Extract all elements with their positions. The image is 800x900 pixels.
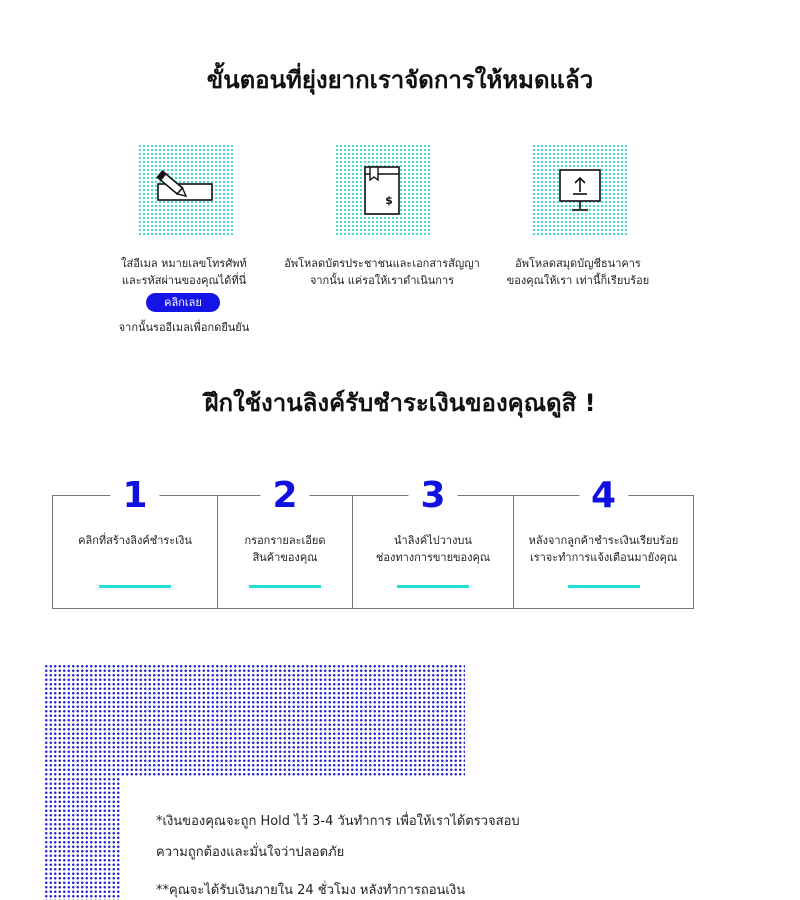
note-hold-line-1: *เงินของคุณจะถูก Hold ไว้ 3-4 วันทำการ เพื่อให้เราได้ตรวจสอบ xyxy=(156,814,520,829)
practice-step-4 xyxy=(513,475,694,609)
practice-step-2-line-2: สินค้าของคุณ xyxy=(252,551,318,564)
practice-step-1-label xyxy=(53,532,217,549)
practice-step-4-label xyxy=(514,532,693,566)
note-payout: **คุณจะได้รับเงินภายใน 24 ชั่วโมง หลังทำการถอนเงิน xyxy=(156,883,466,898)
step-illustration-3 xyxy=(532,144,627,236)
practice-step-3 xyxy=(352,475,514,609)
practice-step-3-line-1: นำลิงค์ไปวางบน xyxy=(394,534,472,547)
section-title-setup: ขั้นตอนที่ยุ่งยากเราจัดการให้หมดแล้ว xyxy=(206,66,594,94)
step-illustration-2 xyxy=(335,144,430,236)
setup-step-2-line-2: จากนั้น แค่รอให้เราดำเนินการ xyxy=(309,274,455,287)
section-title-practice: ฝึกใช้งานลิงค์รับชำระเงินของคุณดูสิ ! xyxy=(204,389,596,417)
practice-step-3-label xyxy=(353,532,513,566)
practice-step-2-line-1: กรอกรายละเอียด xyxy=(244,534,326,547)
setup-step-1-after-text: จากนั้นรออีเมลเพื่อกดยืนยัน xyxy=(118,321,250,334)
practice-step-2-label xyxy=(218,532,352,566)
step-number-4: 4 xyxy=(579,476,628,516)
practice-steps xyxy=(52,475,694,609)
upload-monitor-icon xyxy=(532,144,627,236)
step-number-2: 2 xyxy=(260,476,309,516)
setup-step-3-line-2: ของคุณให้เรา เท่านี้ก็เรียบร้อย xyxy=(506,274,650,287)
step-underline-3 xyxy=(397,585,469,588)
document-dollar-icon xyxy=(335,144,430,236)
practice-step-2 xyxy=(217,475,353,609)
practice-step-4-line-1: หลังจากลูกค้าชำระเงินเรียบร้อย xyxy=(528,534,679,547)
step-underline-1 xyxy=(99,585,171,588)
note-hold-line-2: ความถูกต้องและมั่นใจว่าปลอดภัย xyxy=(156,845,345,860)
setup-step-1-line-1: ใส่อีเมล หมายเลขโทรศัพท์ xyxy=(121,257,247,270)
practice-step-1 xyxy=(52,475,218,609)
step-number-1: 1 xyxy=(110,476,159,516)
step-underline-4 xyxy=(568,585,640,588)
practice-step-1-line-1: คลิกที่สร้างลิงค์ชำระเงิน xyxy=(78,534,192,547)
dotted-pattern-top xyxy=(44,664,465,777)
click-here-button[interactable]: คลิกเลย xyxy=(146,293,220,312)
step-underline-2 xyxy=(249,585,321,588)
pencil-card-icon xyxy=(138,144,233,236)
dotted-pattern-left xyxy=(44,777,121,900)
step-number-3: 3 xyxy=(408,476,457,516)
setup-step-3-line-1: อัพโหลดสมุดบัญชีธนาคาร xyxy=(515,257,641,270)
practice-step-3-line-2: ช่องทางการขายของคุณ xyxy=(375,551,491,564)
setup-step-3-text xyxy=(458,255,698,289)
step-illustration-1 xyxy=(138,144,233,236)
svg-text:$: $ xyxy=(385,194,393,207)
practice-step-4-line-2: เราจะทำการแจ้งเตือนมายังคุณ xyxy=(529,551,678,564)
setup-step-1-line-2: และรหัสผ่านของคุณได้ที่นี่ xyxy=(121,274,247,287)
setup-step-2-line-1: อัพโหลดบัตรประชาชนและเอกสารสัญญา xyxy=(284,257,480,270)
